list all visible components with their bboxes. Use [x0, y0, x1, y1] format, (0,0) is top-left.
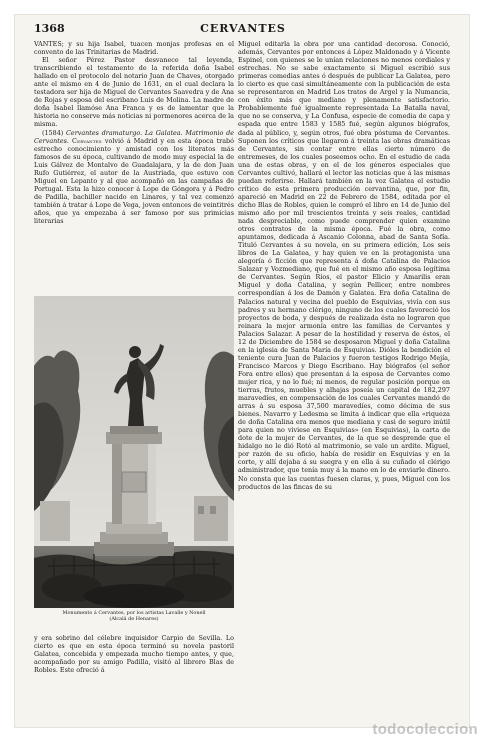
paragraph: y era sobrino del célebre inquisidor Carpio de Sevilla. Lo cierto es que en esta época terminó su novela pastoril Galatea, concebida y empezada mucho tiempo antes, y que, acompañado por su amigo Padilla, visitó al librero Blas de Robles. Este ofreció á	[34, 634, 234, 675]
section-body: volvió á Madrid y en esta época trabó estrecho conocimiento y amistad con los literatos más famosos de su época, cultivando de modo muy especial la de Luis Gálvez de Montalvo de Guadalajara, y la de don Juan Rufo Gutiérrez, el autor de la Austriada, que estuvo con Miguel en Lepanto y al que acompañó en las campañas de Portugal. Esta la hizo conocer á Lope de Góngora y á Pedro de Padilla, bachiller nacido en Linares, y tal vez comenzó también á tratar á Lope de Vega, joven entonces de veintitrés años, que ya empezaba á ser famoso por sus primicias literarias	[34, 136, 234, 226]
paragraph: VANTES; y su hija Isabel, tuacen monjas profesas en el convento de las Trinitarias de Madrid.	[34, 40, 234, 57]
monument-photo	[34, 296, 234, 608]
running-title: CERVANTES	[200, 22, 286, 35]
author-name: Cervantes	[71, 136, 102, 145]
left-column-top	[34, 40, 234, 292]
page-number: 1368	[34, 22, 65, 35]
right-column	[238, 40, 450, 724]
monument-illustration	[34, 296, 234, 608]
figure-caption	[34, 610, 234, 622]
monument-figure	[34, 296, 234, 628]
section-number: (1584)	[42, 128, 64, 137]
section-heading: Cervantes dramaturgo. La Galatea. Matrimonio de Cervantes.	[34, 128, 234, 145]
watermark-logo: todocoleccion	[372, 721, 478, 738]
caption-location: (Alcalá de Henares)	[109, 616, 159, 623]
page-header	[34, 22, 452, 38]
paragraph: El señor Pérez Pastor desvanece tal leyenda, transcribiendo el testamento de la referida doña Isabel hallado en el protocolo del notario Juan de Chaves, otorgado ante el mismo en 4 de Junio de 1631, en el cual declara la testadora ser hija de Miguel de Cervantes Saavedra y de Ana de Rojas y esposa del escribano Luis de Molina. La madre de doña Isabel llamóse Ana Franca y es de lamentar que la historia no conserve más noticias ni pormenores acerca de la misma.	[34, 56, 234, 129]
caption-text: Monumento á Cervantes, por los artistas Lavalle y Nonell	[62, 610, 206, 616]
left-column-bottom	[34, 634, 234, 718]
document-page	[14, 14, 470, 728]
section-paragraph	[34, 129, 234, 226]
paragraph: Miguel editarla la obra por una cantidad decorosa. Conoció, además, Cervantes por entonces á López Maldonado y á Vicente Espinel, con quienes se le unían relaciones no menos cordiales y estrechas. No se sabe exactamente si Miguel escribió sus primeras comedias antes ó después de publicar La Galatea, pero lo cierto es que casi simultáneamente con la publicación de esta se representaron en Madrid Los tratos de Argel y la Numancia, con éxito más que mediano y plenamente satisfactorio. Probablemente fué igualmente representada La Batalla naval, que no se conserva, y La Confusa, especie de comedia de capa y espada que entre 1583 y 1585 fué, según algunos biógrafos, dada al público, y, según otros, fué obra póstuma de Cervantes. Suponen los críticos que llegaron á treinta las obras dramáticas de Cervantes, sin contar entre ellas cierto número de entremeses, de los cuales poseemos ocho. En el estudio de cada una de estas obras, y en el de los géneros especiales que Cervantes cultivó, hallará el lector las noticias que á las mismas puedan referirse. Hallará también en la voz Galatea el estudio crítico de esta primera producción cervantina, que, por fin, apareció en Madrid en 22 de Febrero de 1584, editada por el dicho Blas de Robles, quien le compró el libro en 14 de Junio del mismo año por mil trescientos treinta y seis reales, cantidad nada despreciable, como puede comprender quien examine otros contratos de la misma época. Fué la obra, como apuntamos, dedicada á Ascanio Colonna, abad de Santa Sofía. Tituló Cervantes á su novela, en su primera edición, Los seis libros de La Galatea, y hay quien ve en la protagonista una alegoría ó ficción que representa á doña Catalina de Palacios Salazar y Vozmediano, que fué en el mismo año esposa legítima de Cervantes. Según Ríos, el pastor Elicio y Amarilis eran Miguel y doña Catalina, y según Pellicer, entre nombres correspondían á los de Damón y Galatea. Era doña Catalina de Palacios natural y vecina del pueblo de Esquivias, vivía con sus padres y su hermano clérigo, ninguno de los cuales favoreció los proyectos de boda, y después de realizada ésta no lograron que reinara la mejor armonía entre las familias de Cervantes y Palacios Salazar. A pesar de la hostilidad y reserva de éstos, el 12 de Diciembre de 1584 se desposaron Miguel y doña Catalina en la iglesia de Santa María de Esquivias. Dióles la bendición el teniente cura Juan de Palacios y fueron testigos Rodrigo Mejía, Francisco Marcos y Diego Escribano. Hay biógrafos (el señor Fora entre ellos) que presentan á la esposa de Cervantes como mujer rica, y no lo fué; ni menos, de regular posición porque en tierras, frutos, muebles y alhajas poseía un capital de 182,297 maravedíes, en compensación de los cuales Cervantes mandó de arras á su esposa 37,500 maravedíes, como décima de sus bienes. Navarro y Ledesma se limita á indicar que ella «riqueza de doña Catalina era menos que mediana y casi de seguro inútil para quien no viviese en Esquivias» (en Esquivias), la carta de dote de la mujer de Cervantes, de la que se desprende que el hidalgo no le dió Rotó al matrimonio, se vale un ardite. Miguel, por razón de su oficio, había de residir en Esquivias y en la corte, y allí dejaba á su suegra y en ella á su cuñado el clérigo administrador, que tenía muy á la mano en lo de enviarle dinero. No consta que las cuentas fuesen claras, y, pues, Miguel con los productos de las fincas de su	[238, 40, 450, 491]
